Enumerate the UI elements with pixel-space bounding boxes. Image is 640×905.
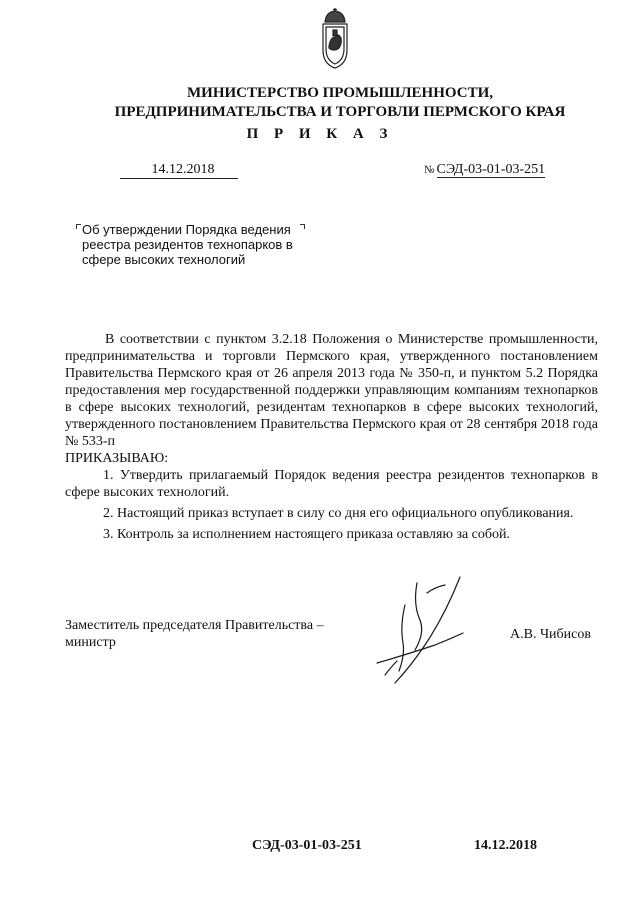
ministry-line2: ПРЕДПРИНИМАТЕЛЬСТВА И ТОРГОВЛИ ПЕРМСКОГО КРАЯ: [114, 104, 566, 120]
signer-name: А.В. Чибисов: [510, 627, 591, 642]
subject-bracket-left: [76, 224, 81, 229]
document-date: 14.12.2018: [120, 162, 238, 179]
handwritten-signature: [365, 575, 475, 690]
preamble-paragraph: В соответствии с пунктом 3.2.18 Положения о Министерстве промышленности, предпринимательства и торговли Пермского края, утвержденного постановлением Правительства Пермского края от 26 апреля 2013 года № 350-п, и пунктом 5.2 Порядка предоставления мер государственной поддержки управляющим компаниям технопарков в сфере высоких технологий, резидентам технопарков в сфере высоких технологий, утвержденного постановлением Правительства Пермского края от 28 сентября 2018 года № 533-п: [65, 332, 598, 449]
ministry-name: [60, 84, 620, 122]
footer-document-date: 14.12.2018: [474, 838, 537, 853]
order-item-1: 1. Утвердить прилагаемый Порядок ведения реестра резидентов технопарков в сфере высоких технологий.: [65, 468, 598, 500]
subject-line2: реестра резидентов технопарков в: [82, 237, 293, 252]
footer-document-number: СЭД-03-01-03-251: [252, 838, 362, 853]
document-body: [65, 331, 598, 543]
order-word: ПРИКАЗЫВАЮ:: [65, 451, 169, 466]
coat-of-arms-icon: [316, 8, 354, 70]
subject-line1: Об утверждении Порядка ведения: [82, 222, 291, 237]
document-type: П Р И К А З: [246, 126, 394, 142]
signer-title: [65, 617, 365, 651]
subject-line3: сфере высоких технологий: [82, 252, 246, 267]
number-prefix: №: [424, 164, 435, 176]
ministry-line1: МИНИСТЕРСТВО ПРОМЫШЛЕННОСТИ,: [187, 85, 493, 101]
signer-title-line2: министр: [65, 635, 116, 650]
number-value: СЭД-03-01-03-251: [436, 162, 546, 177]
order-item-2: 2. Настоящий приказ вступает в силу со дня его официального опубликования.: [103, 506, 574, 521]
document-subject: [82, 222, 322, 267]
order-item-3: 3. Контроль за исполнением настоящего приказа оставляю за собой.: [103, 527, 511, 542]
signer-title-line1: Заместитель председателя Правительства –: [65, 618, 324, 633]
document-number: [424, 162, 545, 178]
